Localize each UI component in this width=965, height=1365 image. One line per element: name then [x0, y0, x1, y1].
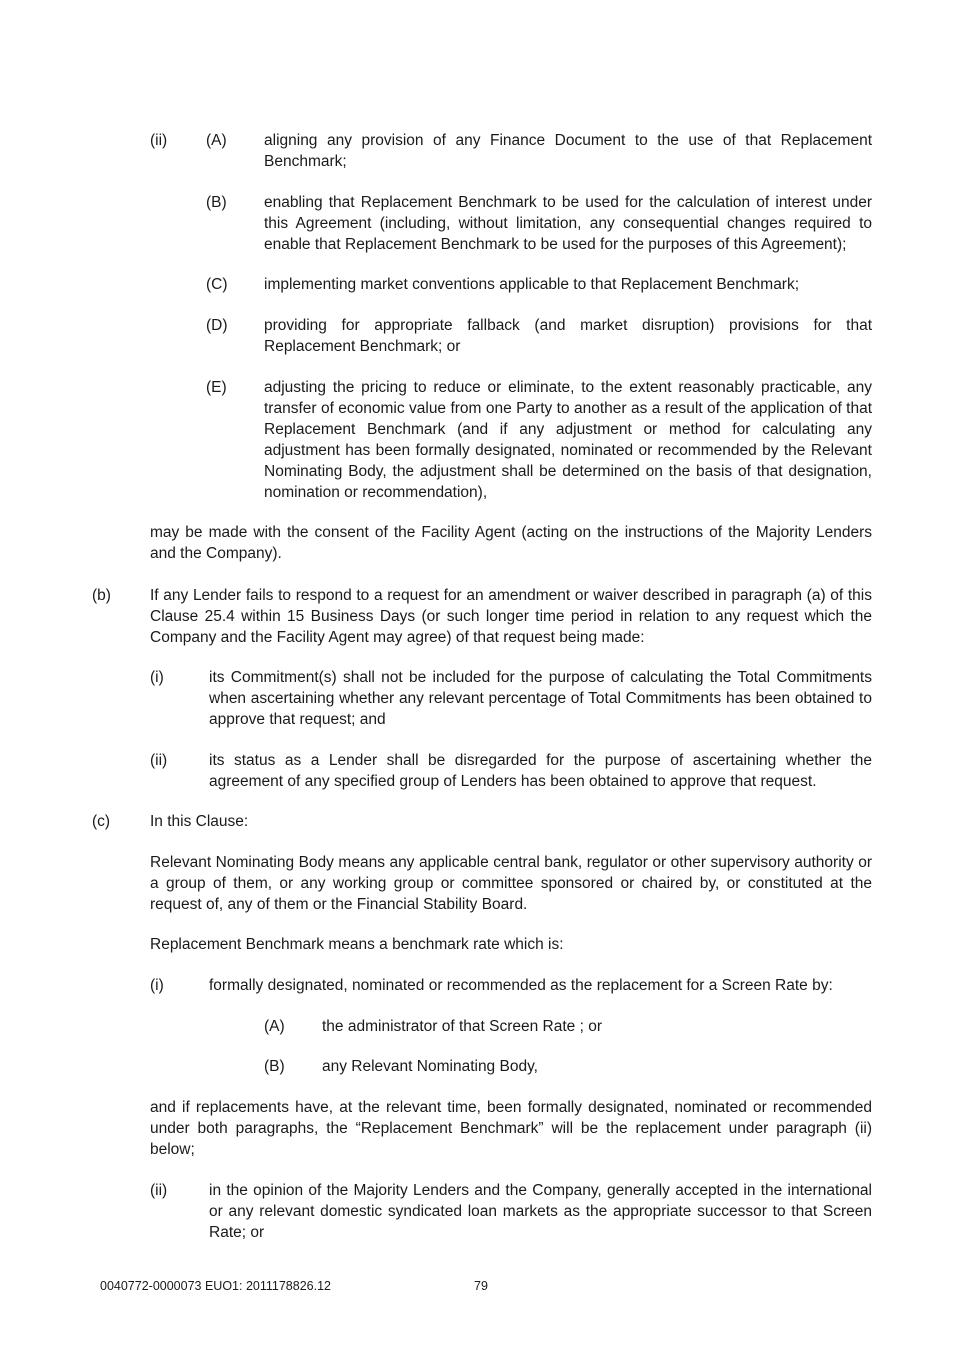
- sec-c-i-B-label: (B): [264, 1058, 285, 1075]
- item-B-label: (B): [206, 194, 227, 211]
- definition-replacement-benchmark-intro: Replacement Benchmark means a benchmark rate which is:: [150, 936, 564, 953]
- item-C-label: (C): [206, 276, 228, 293]
- sec-b-i-text: its Commitment(s) shall not be included for the purpose of calculating the Total Commitments when ascertaining whether any relevant percentage of Total Commitments has been obtained to approve that request; and: [209, 669, 872, 728]
- sec-c-ii-label: (ii): [150, 1182, 168, 1199]
- sec-b-label: (b): [92, 587, 111, 604]
- item-A-label: (A): [206, 132, 227, 149]
- sec-a-closing-paragraph: may be made with the consent of the Facility Agent (acting on the instructions of the Majority Lenders and the Company).: [150, 524, 872, 562]
- sec-c-i-A-text: the administrator of that Screen Rate ; or: [322, 1018, 602, 1035]
- item-C-text: implementing market conventions applicable to that Replacement Benchmark;: [264, 276, 800, 293]
- item-D-label: (D): [206, 317, 228, 334]
- sec-c-ii-text: in the opinion of the Majority Lenders and the Company, generally accepted in the international or any relevant domestic syndicated loan markets as the appropriate successor to that Screen Rate; or: [209, 1182, 872, 1241]
- sec-c-i-A-label: (A): [264, 1018, 285, 1035]
- sec-c-i-label: (i): [150, 977, 164, 994]
- sec-c-after-i-paragraph: and if replacements have, at the relevant time, been formally designated, nominated or recommended under both paragraphs, the “Replacement Benchmark” will be the replacement under paragraph (ii) below;: [150, 1099, 872, 1158]
- sec-c-intro: In this Clause:: [150, 813, 249, 830]
- item-D-text: providing for appropriate fallback (and market disruption) provisions for that Replacement Benchmark; or: [264, 317, 872, 355]
- item-ii-label: (ii): [150, 132, 168, 149]
- footer-page-number: 79: [474, 1279, 488, 1293]
- footer-document-reference: 0040772-0000073 EUO1: 2011178826.12: [100, 1279, 331, 1293]
- item-E-label: (E): [206, 379, 227, 396]
- sec-c-i-text: formally designated, nominated or recommended as the replacement for a Screen Rate by:: [209, 977, 833, 994]
- sec-b-ii-text: its status as a Lender shall be disregarded for the purpose of ascertaining whether the agreement of any specified group of Lenders has been obtained to approve that request.: [209, 752, 872, 790]
- item-A-text: aligning any provision of any Finance Document to the use of that Replacement Benchmark;: [264, 132, 872, 170]
- definition-relevant-nominating-body: Relevant Nominating Body means any applicable central bank, regulator or other supervisory authority or a group of them, or any working group or committee sponsored or chaired by, or constituted at the request of, any of them or the Financial Stability Board.: [150, 854, 872, 913]
- sec-b-ii-label: (ii): [150, 752, 168, 769]
- sec-c-i-B-text: any Relevant Nominating Body,: [322, 1058, 538, 1075]
- item-E-text: adjusting the pricing to reduce or eliminate, to the extent reasonably practicable, any transfer of economic value from one Party to another as a result of the application of that Replacement Benchmark (and if any adjustment or method for calculating any adjustment has been formally designated, nominated or recommended by the Relevant Nominating Body, the adjustment shall be determined on the basis of that designation, nomination or recommendation),: [264, 379, 872, 501]
- sec-b-text: If any Lender fails to respond to a request for an amendment or waiver described in paragraph (a) of this Clause 25.4 within 15 Business Days (or such longer time period in relation to any request which the Company and the Facility Agent may agree) of that request being made:: [150, 587, 872, 646]
- item-B-text: enabling that Replacement Benchmark to be used for the calculation of interest under this Agreement (including, without limitation, any consequential changes required to enable that Replacement Benchmark to be used for the purposes of this Agreement);: [264, 194, 872, 253]
- sec-b-i-label: (i): [150, 669, 164, 686]
- sec-c-label: (c): [92, 813, 111, 830]
